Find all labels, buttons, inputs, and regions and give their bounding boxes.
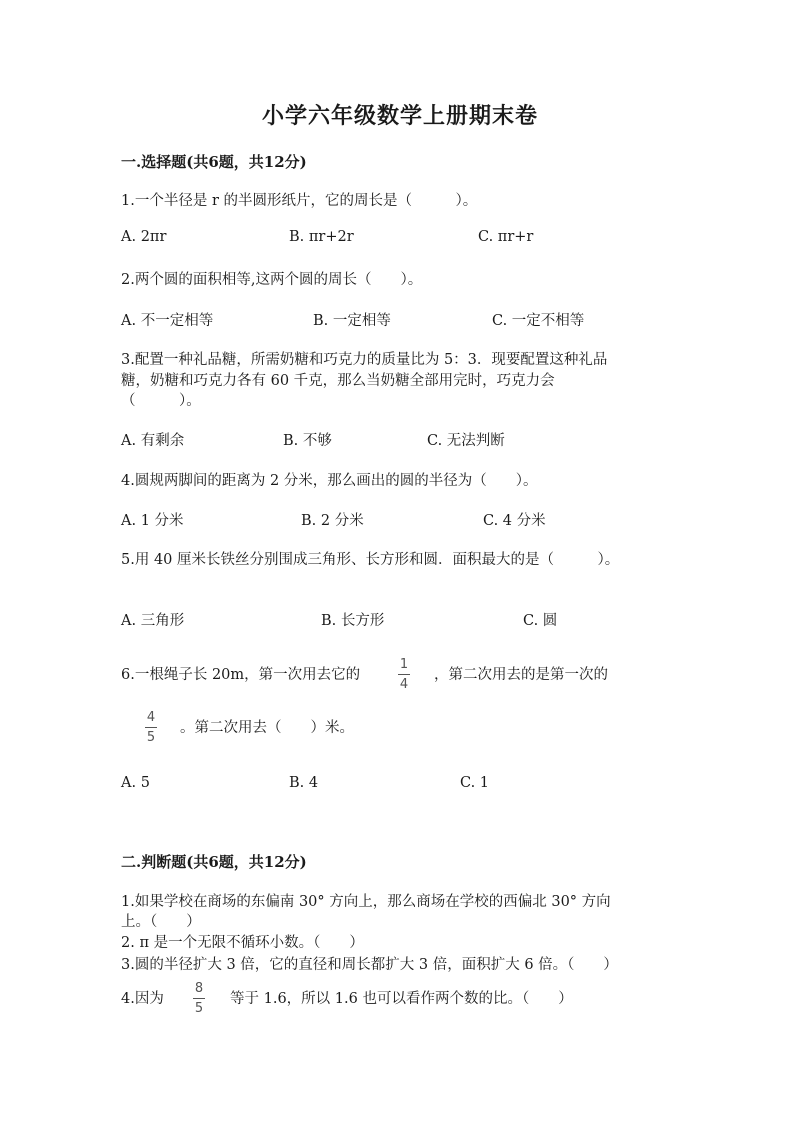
question-6-option-b: B. 4 xyxy=(289,775,319,791)
question-6-fraction-1 xyxy=(398,657,410,692)
page-title: 小学六年级数学上册期末卷 xyxy=(261,103,538,129)
question-6-text-part-3: 。第二次用去（ ）米。 xyxy=(180,720,354,736)
question-6-option-a: A. 5 xyxy=(121,775,150,791)
question-3-line-1: 3.配置一种礼品糖，所需奶糖和巧克力的质量比为 5：3．现要配置这种礼品 xyxy=(121,352,608,368)
question-1-option-c: C. πr+r xyxy=(478,229,534,245)
fraction-numerator: 4 xyxy=(146,710,156,725)
fraction-denominator: 5 xyxy=(194,1001,204,1016)
question-3-option-b: B. 不够 xyxy=(283,433,332,449)
judgement-2-text: 2. π 是一个无限不循环小数。（ ） xyxy=(121,935,364,951)
question-4-option-a: A. 1 分米 xyxy=(121,513,184,529)
question-3-line-2: 糖，奶糖和巧克力各有 60 千克，那么当奶糖全部用完时，巧克力会 xyxy=(121,373,555,389)
question-6-option-c: C. 1 xyxy=(460,775,490,791)
question-5-option-b: B. 长方形 xyxy=(321,613,385,629)
question-1-option-b: B. πr+2r xyxy=(289,229,354,245)
question-3-line-3: （ ）。 xyxy=(121,393,201,409)
section-heading-choice: 一.选择题(共6题，共12分) xyxy=(121,153,307,171)
fraction-numerator: 1 xyxy=(399,657,409,672)
question-3-option-a: A. 有剩余 xyxy=(121,433,185,449)
fraction-denominator: 4 xyxy=(399,677,409,692)
question-1-text: 1.一个半径是 r 的半圆形纸片，它的周长是（ ）。 xyxy=(121,193,478,209)
judgement-1-line-2: 上。（ ） xyxy=(121,914,201,930)
question-6-fraction-2 xyxy=(145,710,157,745)
question-2-option-c: C. 一定不相等 xyxy=(492,313,585,329)
fraction-bar xyxy=(193,998,205,999)
judgement-4-text-part-2: 等于 1.6，所以 1.6 也可以看作两个数的比。（ ） xyxy=(230,991,573,1007)
question-4-option-c: C. 4 分米 xyxy=(483,513,546,529)
judgement-4-fraction xyxy=(193,981,205,1016)
question-4-option-b: B. 2 分米 xyxy=(301,513,364,529)
judgement-1-line-1: 1.如果学校在商场的东偏南 30° 方向上，那么商场在学校的西偏北 30° 方向 xyxy=(121,894,611,910)
question-3-option-c: C. 无法判断 xyxy=(427,433,505,449)
question-5-text: 5.用 40 厘米长铁丝分别围成三角形、长方形和圆．面积最大的是（ ）。 xyxy=(121,552,620,568)
fraction-denominator: 5 xyxy=(146,730,156,745)
judgement-4-text-part-1: 4.因为 xyxy=(121,991,164,1007)
fraction-bar xyxy=(398,674,410,675)
question-5-option-a: A. 三角形 xyxy=(121,613,185,629)
question-6-text-part-2: ，第二次用去的是第一次的 xyxy=(434,667,608,683)
fraction-numerator: 8 xyxy=(194,981,204,996)
question-5-option-c: C. 圆 xyxy=(523,613,558,629)
question-2-option-b: B. 一定相等 xyxy=(313,313,391,329)
judgement-3-text: 3.圆的半径扩大 3 倍，它的直径和周长都扩大 3 倍，面积扩大 6 倍。（ ） xyxy=(121,957,618,973)
fraction-bar xyxy=(145,727,157,728)
question-2-text: 2.两个圆的面积相等,这两个圆的周长（ ）。 xyxy=(121,272,423,288)
section-heading-judgement: 二.判断题(共6题，共12分) xyxy=(121,853,307,871)
question-2-option-a: A. 不一定相等 xyxy=(121,313,214,329)
question-1-option-a: A. 2πr xyxy=(121,229,167,245)
question-4-text: 4.圆规两脚间的距离为 2 分米，那么画出的圆的半径为（ ）。 xyxy=(121,473,538,489)
question-6-text-part-1: 6.一根绳子长 20m，第一次用去它的 xyxy=(121,667,361,683)
